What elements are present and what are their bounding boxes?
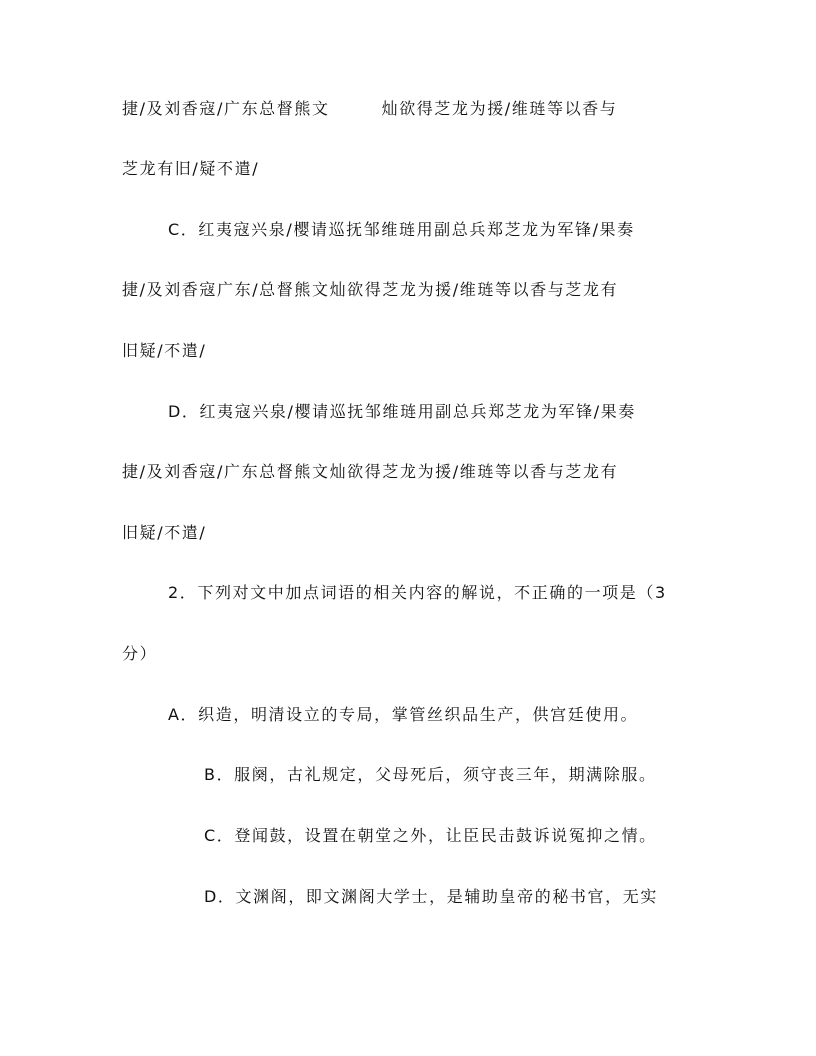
option-b-line: B．服阕，古礼规定，父母死后，须守丧三年，期满除服。 — [204, 765, 657, 784]
text-line: 芝龙有旧/疑不遣/ — [122, 159, 260, 178]
option-d-line: D．红夷寇兴泉/樱请巡抚邹维琏用副总兵郑芝龙为军锋/果奏 — [168, 402, 636, 421]
question-2-line: 2．下列对文中加点词语的相关内容的解说，不正确的一项是（3 — [168, 583, 667, 602]
text-line: 旧疑/不遣/ — [122, 341, 207, 360]
text-line: 捷/及刘香寇广东/总督熊文灿欲得芝龙为援/维琏等以香与芝龙有 — [122, 280, 619, 299]
text-segment: 捷/及刘香寇/广东总督熊文 — [122, 99, 330, 118]
text-line: 旧疑/不遣/ — [122, 523, 207, 542]
option-c-line: C．登闻鼓，设置在朝堂之外，让臣民击鼓诉说冤抑之情。 — [204, 826, 657, 845]
text-line: 分） — [122, 644, 158, 663]
option-a-line: A．织造，明清设立的专局，掌管丝织品生产，供宫廷使用。 — [168, 705, 639, 724]
text-segment: 灿欲得芝龙为援/维琏等以香与 — [381, 99, 618, 118]
text-line: 捷/及刘香寇/广东总督熊文灿欲得芝龙为援/维琏等以香与芝龙有 — [122, 462, 619, 481]
option-c-line: C．红夷寇兴泉/樱请巡抚邹维琏用副总兵郑芝龙为军锋/果奏 — [168, 220, 635, 239]
text-line — [122, 99, 617, 119]
option-d-line: D．文渊阁，即文渊阁大学士，是辅助皇帝的秘书官，无实 — [204, 887, 658, 906]
